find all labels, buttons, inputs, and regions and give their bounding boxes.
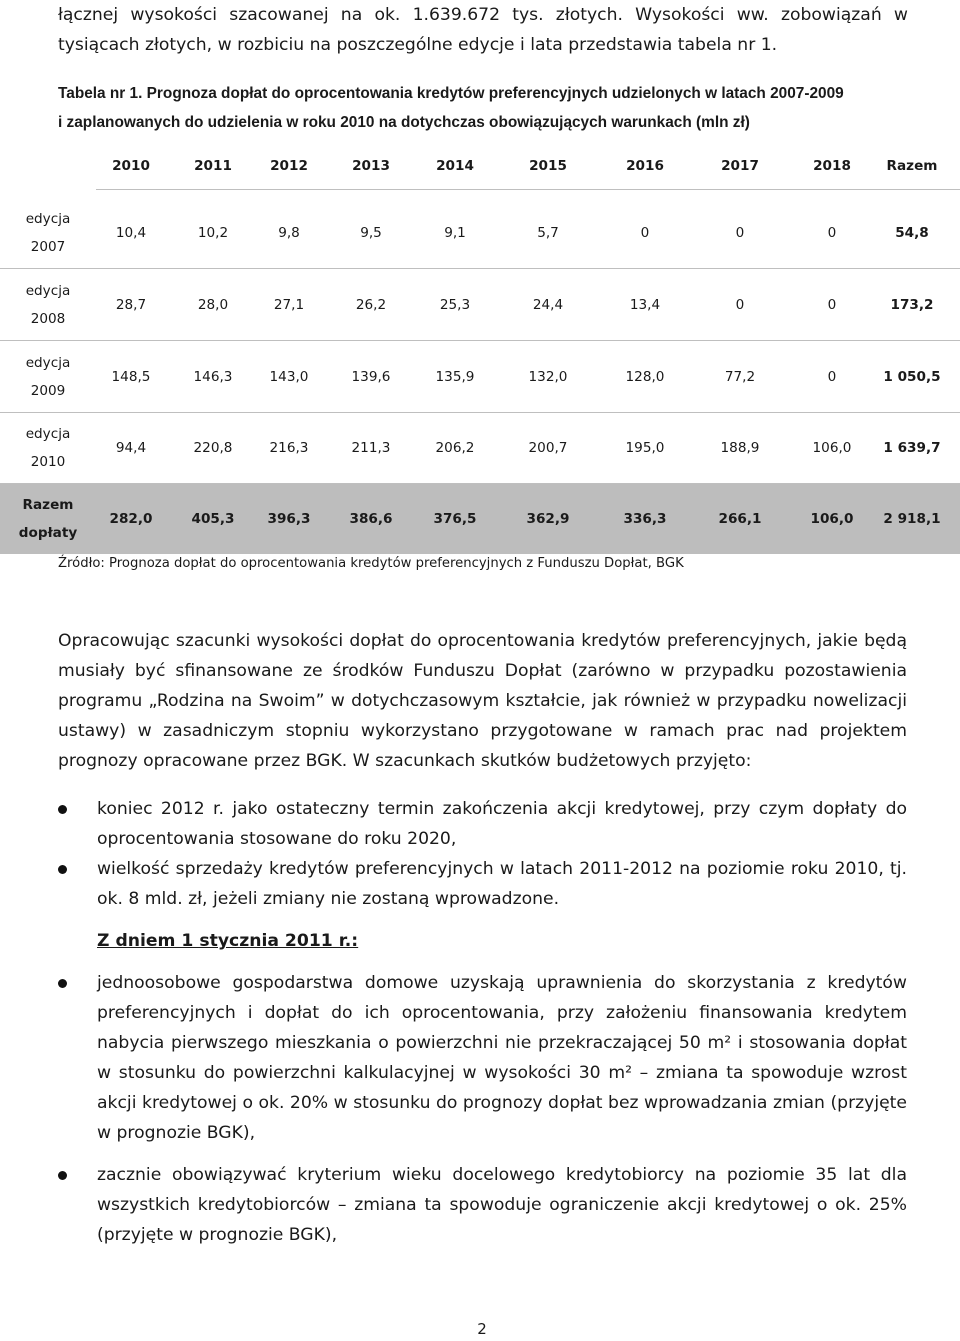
column-header: 2010 xyxy=(112,158,150,174)
table-cell: 28,7 xyxy=(115,297,147,313)
section-heading: Z dniem 1 stycznia 2011 r.: xyxy=(97,931,359,951)
table-cell: 10,2 xyxy=(197,225,229,241)
intro-line-2: tysiącach złotych, w rozbiciu na poszczególne edycje i lata przedstawia tabela nr 1. xyxy=(58,35,778,55)
row-label xyxy=(8,413,88,483)
table-row xyxy=(0,342,960,412)
list-item xyxy=(58,1160,907,1250)
assumptions-list xyxy=(58,794,907,914)
column-header: 2016 xyxy=(626,158,664,174)
table-cell: 9,5 xyxy=(360,225,382,241)
column-header: 2018 xyxy=(813,158,851,174)
table-cell: 0 xyxy=(827,369,837,385)
table-cell: 77,2 xyxy=(724,369,756,385)
table-total-row xyxy=(0,484,960,554)
row-divider xyxy=(0,268,960,269)
row-label-bottom: dopłaty xyxy=(18,525,78,541)
row-label-top: Razem xyxy=(22,497,74,513)
table-cell: 139,6 xyxy=(351,369,391,385)
table-cell: 106,0 xyxy=(812,440,852,456)
bullet-icon xyxy=(58,805,67,814)
row-label-bottom: 2009 xyxy=(30,383,66,399)
table-cell: 220,8 xyxy=(193,440,233,456)
table-cell: 266,1 xyxy=(718,511,762,527)
column-header: 2011 xyxy=(194,158,232,174)
table-row xyxy=(0,198,960,268)
changes-list xyxy=(58,968,907,1250)
column-header: Razem xyxy=(886,158,938,174)
table-cell: 143,0 xyxy=(269,369,309,385)
table-cell: 216,3 xyxy=(269,440,309,456)
table-cell: 135,9 xyxy=(435,369,475,385)
table-cell: 27,1 xyxy=(273,297,305,313)
row-sum-cell: 173,2 xyxy=(890,297,934,313)
table-cell: 148,5 xyxy=(111,369,151,385)
row-sum-cell: 54,8 xyxy=(895,225,929,241)
table-cell: 206,2 xyxy=(435,440,475,456)
table-cell: 106,0 xyxy=(810,511,854,527)
table-caption xyxy=(58,79,918,137)
body-text xyxy=(58,626,907,1250)
list-item-text: zacznie obowiązywać kryterium wieku docelowego kredytobiorcy na poziomie 35 lat dla wszystkich kredytobiorców – zmiana ta spowoduje ograniczenie akcji kredytowej o ok. 25% (przyjęte w prognozie BGK), xyxy=(97,1165,907,1245)
row-label xyxy=(8,342,88,412)
table-cell: 9,8 xyxy=(278,225,300,241)
row-label xyxy=(8,484,88,554)
table-cell: 336,3 xyxy=(623,511,667,527)
table-cell: 132,0 xyxy=(528,369,568,385)
row-label xyxy=(8,198,88,268)
table-cell: 396,3 xyxy=(267,511,311,527)
table-cell: 188,9 xyxy=(720,440,760,456)
table-cell: 211,3 xyxy=(351,440,391,456)
column-header: 2014 xyxy=(436,158,474,174)
table-cell: 9,1 xyxy=(444,225,466,241)
column-header: 2012 xyxy=(270,158,308,174)
table-cell: 0 xyxy=(735,297,745,313)
list-item xyxy=(58,968,907,1148)
table-cell: 10,4 xyxy=(115,225,147,241)
body-paragraph: Opracowując szacunki wysokości dopłat do oprocentowania kredytów preferencyjnych, jakie będą musiały być sfinansowane ze środków Funduszu Dopłat (zarówno w przypadku pozostawienia programu „Rodzina na Swoim” w dotychczasowym kształcie, jak również w przypadku nowelizacji ustawy) w zasadniczym stopniu wykorzystano przygotowane w ramach prac nad projektem prognozy opracowane przez BGK. W szacunkach skutków budżetowych przyjęto: xyxy=(58,631,907,771)
table-cell: 282,0 xyxy=(109,511,153,527)
row-label-bottom: 2008 xyxy=(30,311,66,327)
bullet-icon xyxy=(58,1171,67,1180)
table-cell: 94,4 xyxy=(115,440,147,456)
table-cell: 5,7 xyxy=(537,225,559,241)
table-cell: 0 xyxy=(827,225,837,241)
table-cell: 376,5 xyxy=(433,511,477,527)
table-caption-line-2: i zaplanowanych do udzielenia w roku 2010 na dotychczas obowiązujących warunkach (mln zł) xyxy=(58,114,750,131)
table-cell: 0 xyxy=(827,297,837,313)
bullet-icon xyxy=(58,865,67,874)
column-header: 2013 xyxy=(352,158,390,174)
table-cell: 386,6 xyxy=(349,511,393,527)
table-caption-line-1: Tabela nr 1. Prognoza dopłat do oprocentowania kredytów preferencyjnych udzielonych w latach 2007-2009 xyxy=(58,85,844,102)
table-cell: 405,3 xyxy=(191,511,235,527)
row-divider xyxy=(0,340,960,341)
table-cell: 128,0 xyxy=(625,369,665,385)
table-cell: 195,0 xyxy=(625,440,665,456)
table-row xyxy=(0,413,960,483)
column-header: 2015 xyxy=(529,158,567,174)
table-cell: 146,3 xyxy=(193,369,233,385)
table-cell: 26,2 xyxy=(355,297,387,313)
table-row xyxy=(0,270,960,340)
row-label-top: edycja xyxy=(25,426,71,442)
row-label-top: edycja xyxy=(25,211,71,227)
list-item-text: koniec 2012 r. jako ostateczny termin zakończenia akcji kredytowej, przy czym dopłaty do oprocentowania stosowane do roku 2020, xyxy=(97,799,907,849)
list-item-text: wielkość sprzedaży kredytów preferencyjnych w latach 2011-2012 na poziomie roku 2010, tj. ok. 8 mld. zł, jeżeli zmiany nie zostaną wprowadzone. xyxy=(97,859,907,909)
subsidy-forecast-table xyxy=(0,140,960,544)
list-item xyxy=(58,794,907,854)
intro-paragraph xyxy=(58,0,908,60)
table-cell: 24,4 xyxy=(532,297,564,313)
table-source-note: Źródło: Prognoza dopłat do oprocentowania kredytów preferencyjnych z Funduszu Dopłat, BGK xyxy=(58,556,684,571)
table-cell: 200,7 xyxy=(528,440,568,456)
list-item xyxy=(58,854,907,914)
table-cell: 0 xyxy=(735,225,745,241)
row-label xyxy=(8,270,88,340)
row-label-bottom: 2010 xyxy=(30,454,66,470)
intro-line-1: łącznej wysokości szacowanej na ok. 1.639.672 tys. złotych. Wysokości ww. zobowiązań w xyxy=(58,5,908,25)
page-number: 2 xyxy=(477,1320,487,1338)
row-label-bottom: 2007 xyxy=(30,239,66,255)
table-cell: 0 xyxy=(640,225,650,241)
row-label-top: edycja xyxy=(25,283,71,299)
row-sum-cell: 1 639,7 xyxy=(883,440,941,456)
row-sum-cell: 1 050,5 xyxy=(883,369,941,385)
table-cell: 28,0 xyxy=(197,297,229,313)
table-cell: 25,3 xyxy=(439,297,471,313)
table-cell: 362,9 xyxy=(526,511,570,527)
row-label-top: edycja xyxy=(25,355,71,371)
list-item-text: jednoosobowe gospodarstwa domowe uzyskają uprawnienia do skorzystania z kredytów preferencyjnych i dopłat do ich oprocentowania, przy założeniu finansowania kredytem nabycia pierwszego mieszkania o powierzchni nie przekraczającej 50 m² i stosowania dopłat w stosunku do powierzchni kalkulacyjnej w wysokości 30 m² – zmiana ta spowoduje wzrost akcji kredytowej o ok. 20% w stosunku do prognozy dopłat bez wprowadzania zmian (przyjęte w prognozie BGK), xyxy=(97,973,907,1143)
row-sum-cell: 2 918,1 xyxy=(883,511,941,527)
bullet-icon xyxy=(58,979,67,988)
header-divider xyxy=(96,189,960,190)
column-header: 2017 xyxy=(721,158,759,174)
table-cell: 13,4 xyxy=(629,297,661,313)
